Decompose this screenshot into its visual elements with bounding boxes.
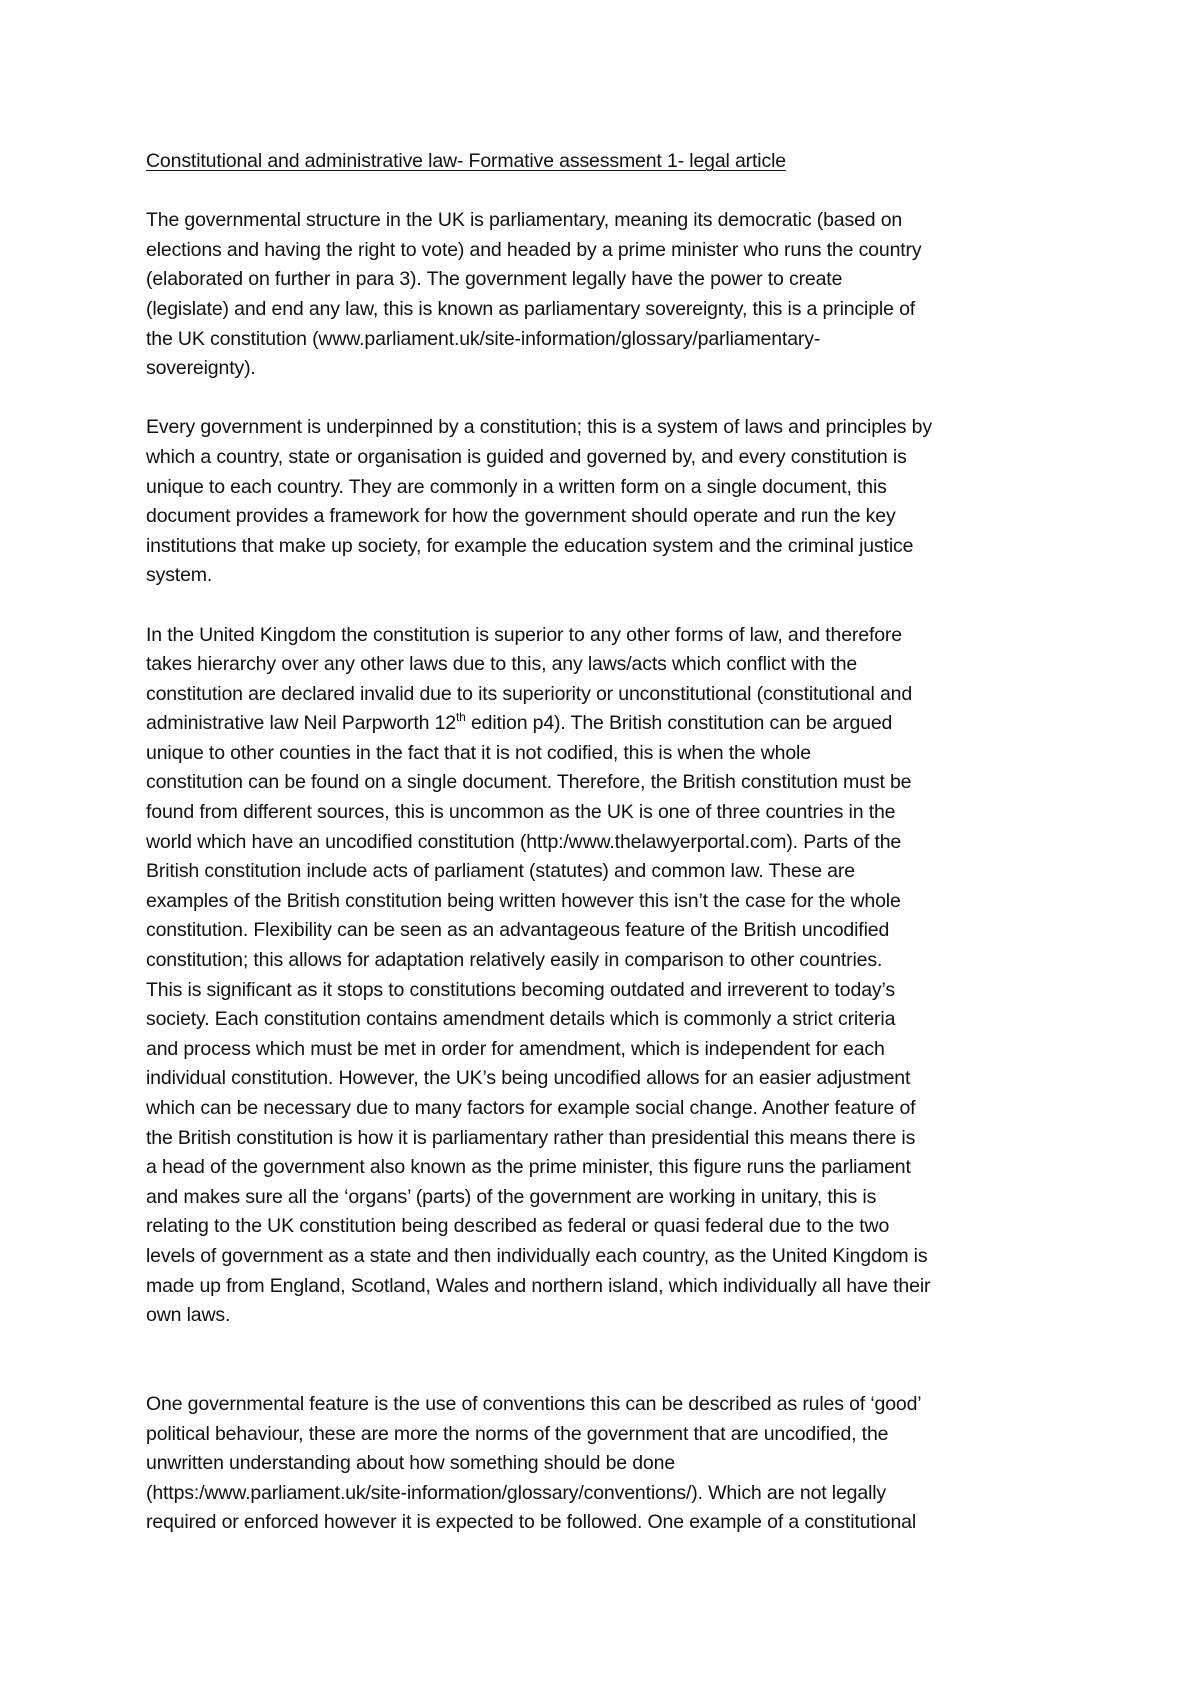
text-line: British constitution include acts of parliament (statutes) and common law. These are <box>146 860 855 883</box>
text-line: unique to other counties in the fact that it is not codified, this is when the whole <box>146 741 811 764</box>
text-line: document provides a framework for how the government should operate and run the key <box>146 505 896 528</box>
text-line: (legislate) and end any law, this is known as parliamentary sovereignty, this is a principle of <box>146 297 916 320</box>
text-line: elections and having the right to vote) and headed by a prime minister who runs the country <box>146 238 922 261</box>
text-line: own laws. <box>146 1304 231 1327</box>
text-line: system. <box>146 564 213 587</box>
text-line: unique to each country. They are commonly in a written form on a single document, this <box>146 475 887 498</box>
superscript: th <box>455 710 466 725</box>
document-body <box>146 147 1064 1568</box>
text-line: and makes sure all the ‘organs’ (parts) of the government are working in unitary, this is <box>146 1185 877 1208</box>
paragraph-1 <box>146 206 1064 384</box>
text-line: the British constitution is how it is parliamentary rather than presidential this means there is <box>146 1126 916 1149</box>
text-line: unwritten understanding about how something should be done <box>146 1452 676 1475</box>
text-line: The governmental structure in the UK is parliamentary, meaning its democratic (based on <box>146 209 903 232</box>
text-line: which can be necessary due to many factors for example social change. Another feature of <box>146 1097 916 1119</box>
text-line: constitution can be found on a single document. Therefore, the British constitution must be <box>146 771 912 794</box>
text-line: society. Each constitution contains amendment details which is commonly a strict criteria <box>146 1008 896 1031</box>
text-line: and process which must be met in order for amendment, which is independent for each <box>146 1037 885 1060</box>
text-line: takes hierarchy over any other laws due to this, any laws/acts which conflict with the <box>146 653 858 676</box>
text-line: constitution are declared invalid due to its superiority or unconstitutional (constitutional and <box>146 682 913 705</box>
text-line-with-superscript <box>146 709 1064 739</box>
text-line: a head of the government also known as the prime minister, this figure runs the parliament <box>146 1156 911 1179</box>
text-line: which a country, state or organisation is guided and governed by, and every constitution is <box>146 445 907 468</box>
text-line: One governmental feature is the use of conventions this can be described as rules of ‘good’ <box>146 1392 922 1415</box>
text-line: constitution. Flexibility can be seen as an advantageous feature of the British uncodified <box>146 919 890 942</box>
text-line: the UK constitution (www.parliament.uk/site-information/glossary/parliamentary- <box>146 327 821 350</box>
text-segment: edition p4). The British constitution can be argued <box>465 712 893 735</box>
text-line: This is significant as it stops to constitutions becoming outdated and irreverent to today’s <box>146 978 895 1001</box>
text-line: relating to the UK constitution being described as federal or quasi federal due to the two <box>146 1215 890 1238</box>
paragraph-2 <box>146 413 1064 591</box>
text-line: world which have an uncodified constitution (http:/www.thelawyerportal.com). Parts of the <box>146 830 902 853</box>
text-line: Every government is underpinned by a constitution; this is a system of laws and principles by <box>146 416 932 439</box>
text-line: (elaborated on further in para 3). The government legally have the power to create <box>146 268 843 291</box>
text-line: required or enforced however it is expected to be followed. One example of a constitutional <box>146 1511 917 1534</box>
text-line: constitution; this allows for adaptation relatively easily in comparison to other countries. <box>146 949 883 972</box>
text-line: institutions that make up society, for example the education system and the criminal justice <box>146 534 914 557</box>
paragraph-4 <box>146 1390 1064 1538</box>
text-line: found from different sources, this is uncommon as the UK is one of three countries in the <box>146 801 896 824</box>
text-line: political behaviour, these are more the norms of the government that are uncodified, the <box>146 1422 889 1445</box>
text-line: made up from England, Scotland, Wales and northern island, which individually all have their <box>146 1274 931 1297</box>
text-line: In the United Kingdom the constitution is superior to any other forms of law, and therefore <box>146 623 902 646</box>
text-line: levels of government as a state and then individually each country, as the United Kingdom is <box>146 1244 928 1267</box>
paragraph-3 <box>146 621 1064 1331</box>
text-line: (https:/www.parliament.uk/site-information/glossary/conventions/). Which are not legally <box>146 1481 887 1504</box>
text-segment: administrative law Neil Parpworth 12 <box>146 712 456 735</box>
text-line: sovereignty). <box>146 357 256 380</box>
text-line: examples of the British constitution being written however this isn’t the case for the whole <box>146 889 901 912</box>
document-title: Constitutional and administrative law- Formative assessment 1- legal article <box>146 150 786 172</box>
text-line: individual constitution. However, the UK’s being uncodified allows for an easier adjustment <box>146 1067 911 1090</box>
